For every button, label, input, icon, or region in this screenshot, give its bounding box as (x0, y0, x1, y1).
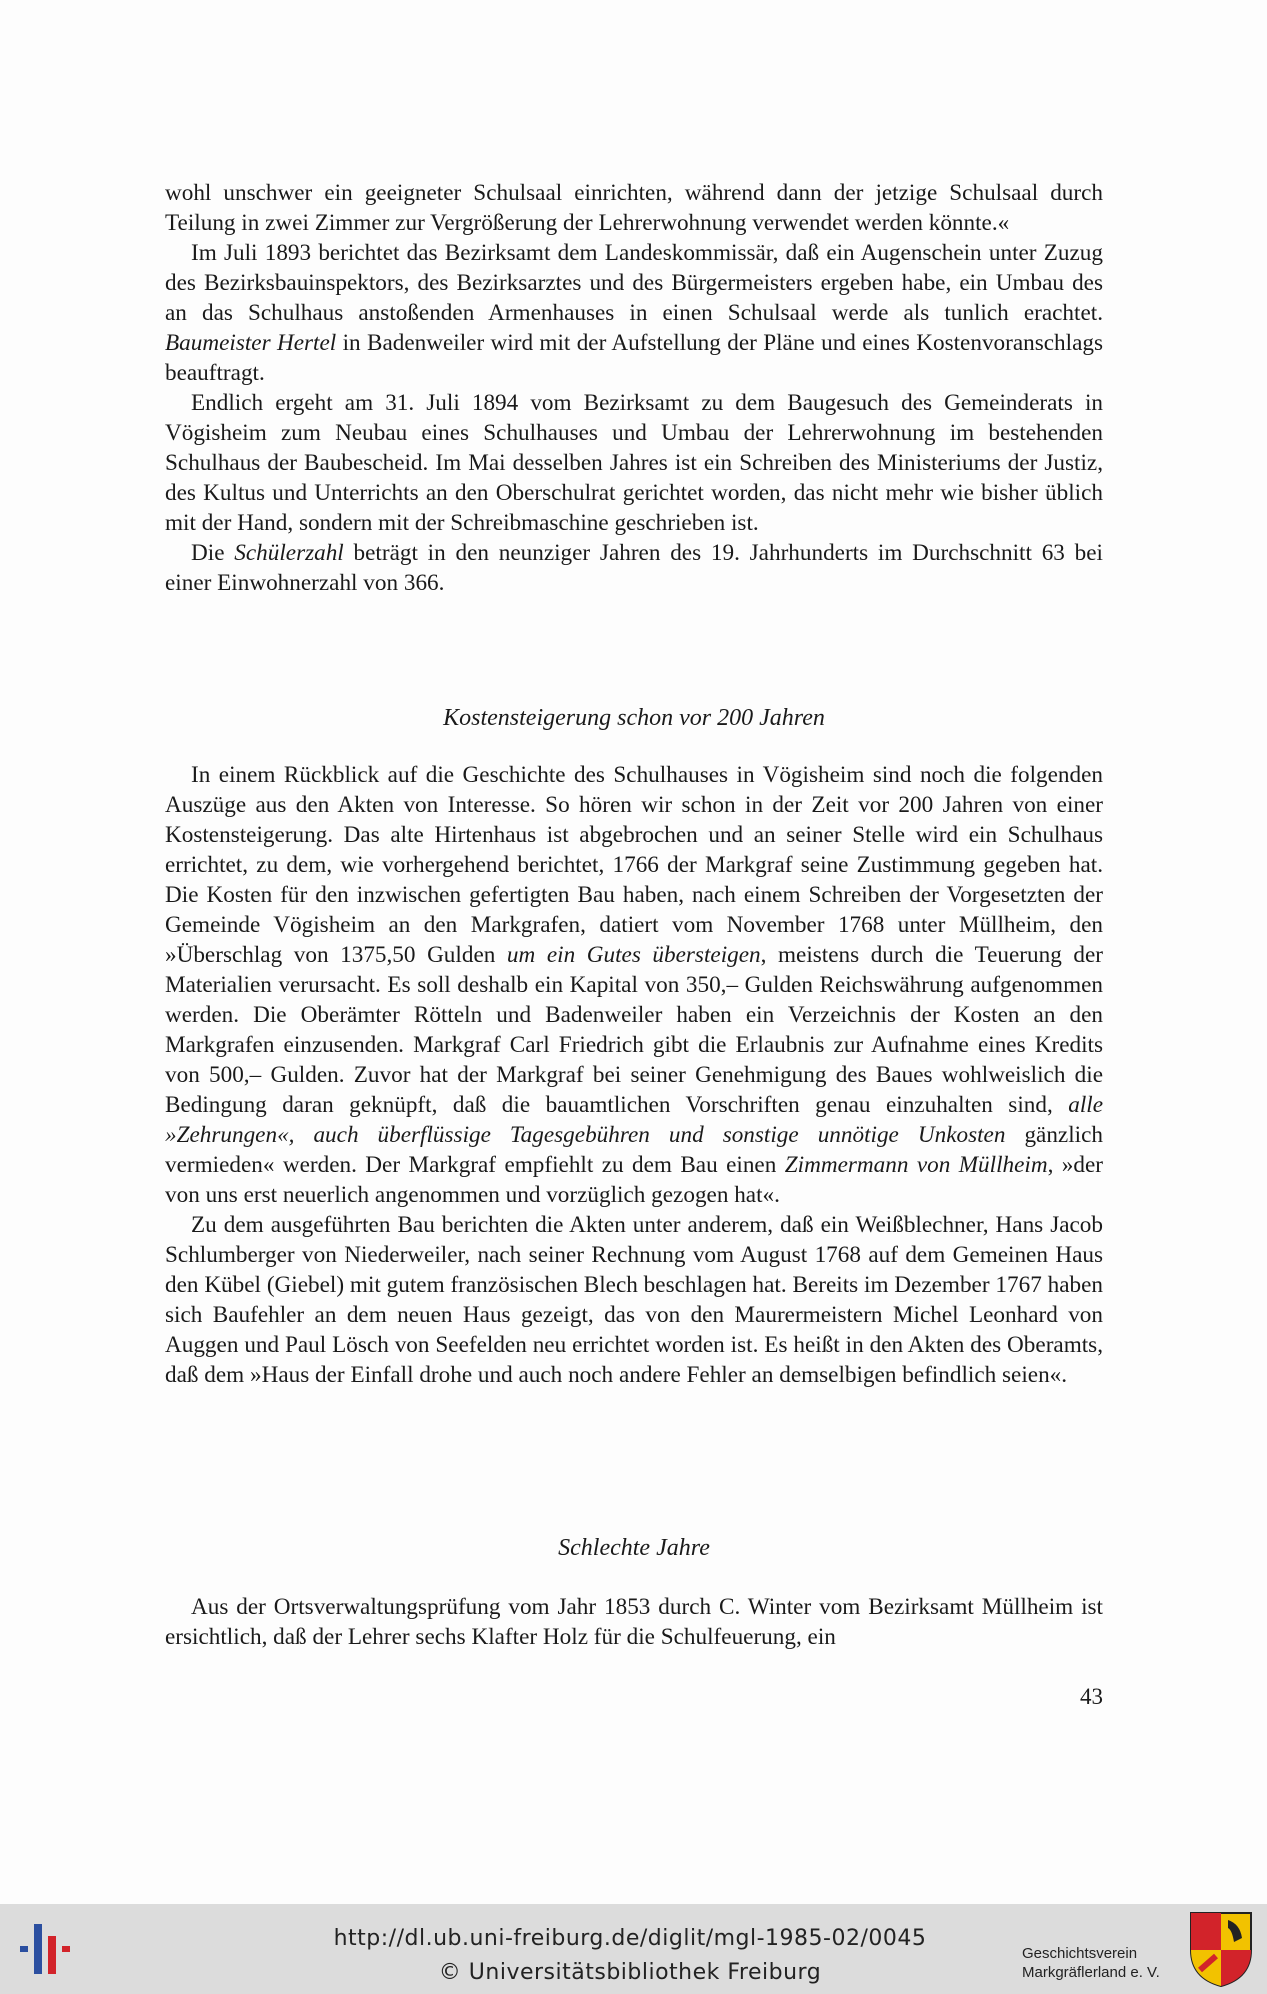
body-text-section1 (165, 760, 1103, 1390)
paragraph-text: Zu dem ausgeführten Bau berichten die Akten unter anderem, daß ein Weißblechner, Hans Jacob Schlumberger von Niederweiler, nach seiner Rechnung vom August 1768 auf dem Gemeinen Haus den Kübel (Giebel) mit gutem französischen Blech beschlagen hat. Bereits im Dezember 1767 haben sich Baufehler an dem neuen Haus gezeigt, das von den Maurermeistern Michel Leonhard von Auggen und Paul Lösch von Seefelden neu errichtet worden ist. Es heißt in den Akten des Oberamts, daß dem »Haus der Einfall drohe und auch noch andere Fehler an demselbigen befindlich seien«. (165, 1212, 1103, 1388)
paragraph (165, 388, 1103, 538)
paragraph (165, 238, 1103, 388)
italic-emphasis: Zimmermann von Müllheim (784, 1152, 1048, 1178)
italic-emphasis: um ein Gutes übersteigen (506, 942, 761, 968)
paragraph-text: Endlich ergeht am 31. Juli 1894 vom Bezirksamt zu dem Baugesuch des Gemeinderats in Vögisheim zum Neubau eines Schulhauses und Umbau der Lehrerwohnung im bestehenden Schulhaus der Baubescheid. Im Mai desselben Jahres ist ein Schreiben des Ministeriums der Justiz, des Kultus und Unterrichts an den Oberschulrat gerichtet worden, das nicht mehr wie bisher üblich mit der Hand, sondern mit der Schreibmaschine geschrieben ist. (165, 390, 1103, 536)
paragraph (165, 1592, 1103, 1652)
paragraph (165, 760, 1103, 1210)
paragraph-text: , »der von uns erst neuerlich angenommen und vorzüglich gezogen hat«. (165, 1152, 1104, 1208)
org-line: Markgräflerland e. V. (1022, 1964, 1160, 1981)
page-number: 43 (1080, 1684, 1103, 1709)
italic-emphasis: alle »Zehrungen«, auch überflüssige Tagesgebühren und sonstige unnötige Unkosten (165, 1092, 1104, 1148)
paragraph-text: wohl unschwer ein geeigneter Schulsaal einrichten, während dann der jetzige Schulsaal durch Teilung in zwei Zimmer zur Vergrößerung der Lehrerwohnung verwendet werden könnte.« (165, 180, 1103, 236)
paragraph (165, 1210, 1103, 1390)
paragraph (165, 178, 1103, 238)
footer-url-link[interactable]: http://dl.ub.uni-freiburg.de/diglit/mgl-1985-02/0045 (333, 1926, 927, 1951)
body-text-section2 (165, 1592, 1103, 1652)
paragraph (165, 538, 1103, 598)
paragraph-text: in Badenweiler wird mit der Aufstellung der Pläne und eines Kostenvoranschlags beauftragt. (165, 330, 1103, 386)
italic-emphasis: Baumeister Hertel (165, 330, 337, 356)
body-text-top (165, 178, 1103, 598)
footer-organization (1022, 1944, 1160, 1982)
paragraph-text: gänzlich vermieden« werden. Der Markgraf empfiehlt zu dem Bau einen (165, 1122, 1103, 1178)
paragraph-text: beträgt in den neunziger Jahren des 19. Jahrhunderts im Durchschnitt 63 bei einer Einwohnerzahl von 366. (165, 540, 1104, 596)
section-heading: Schlechte Jahre (558, 1535, 710, 1561)
markgraeflerland-crest-icon (1188, 1910, 1254, 1988)
section-heading: Kostensteigerung schon vor 200 Jahren (443, 705, 825, 731)
paragraph-text: Aus der Ortsverwaltungsprüfung vom Jahr 1853 durch C. Winter vom Bezirksamt Müllheim ist ersichtlich, daß der Lehrer sechs Klafter Holz für die Schulfeuerung, ein (165, 1594, 1103, 1650)
paragraph-text: Im Juli 1893 berichtet das Bezirksamt dem Landeskommissär, daß ein Augenschein unter Zuzug des Bezirksbauinspektors, des Bezirksarztes und des Bürgermeisters ergeben habe, ein Umbau des an das Schulhaus anstoßenden Armenhauses in einen Schulsaal werde als tunlich erachtet. (165, 240, 1103, 326)
footer-copyright: © Universitätsbibliothek Freiburg (438, 1960, 822, 1985)
ub-freiburg-logo-icon (14, 1914, 84, 1984)
footer-bar (0, 1904, 1267, 1994)
italic-emphasis: Schülerzahl (234, 540, 344, 566)
paragraph-text: Die (191, 540, 225, 566)
paragraph-text: , meistens durch die Teuerung der Materialien verursacht. Es soll deshalb ein Kapital von 350,– Gulden Reichswährung aufgenommen werden. Die Oberämter Rötteln und Badenweiler haben ein Verzeichnis der Kosten an den Markgrafen einzusenden. Markgraf Carl Friedrich gibt die Erlaubnis zur Aufnahme eines Kredits von 500,– Gulden. Zuvor hat der Markgraf bei seiner Genehmigung des Baues wohlweislich die Bedingung daran geknüpft, daß die bauamtlichen Vorschriften genau einzuhalten sind, (165, 942, 1103, 1118)
paragraph-text: In einem Rückblick auf die Geschichte des Schulhauses in Vögisheim sind noch die folgenden Auszüge aus den Akten von Interesse. So hören wir schon in der Zeit vor 200 Jahren von einer Kostensteigerung. Das alte Hirtenhaus ist abgebrochen und an seiner Stelle wird ein Schulhaus errichtet, zu dem, wie vorhergehend berichtet, 1766 der Markgraf seine Zustimmung gegeben hat. Die Kosten für den inzwischen gefertigten Bau haben, nach einem Schreiben der Vorgesetzten der Gemeinde Vögisheim an den Markgrafen, datiert vom November 1768 unter Müllheim, den »Überschlag von 1375,50 Gulden (165, 762, 1103, 968)
org-line: Geschichtsverein (1022, 1945, 1138, 1962)
